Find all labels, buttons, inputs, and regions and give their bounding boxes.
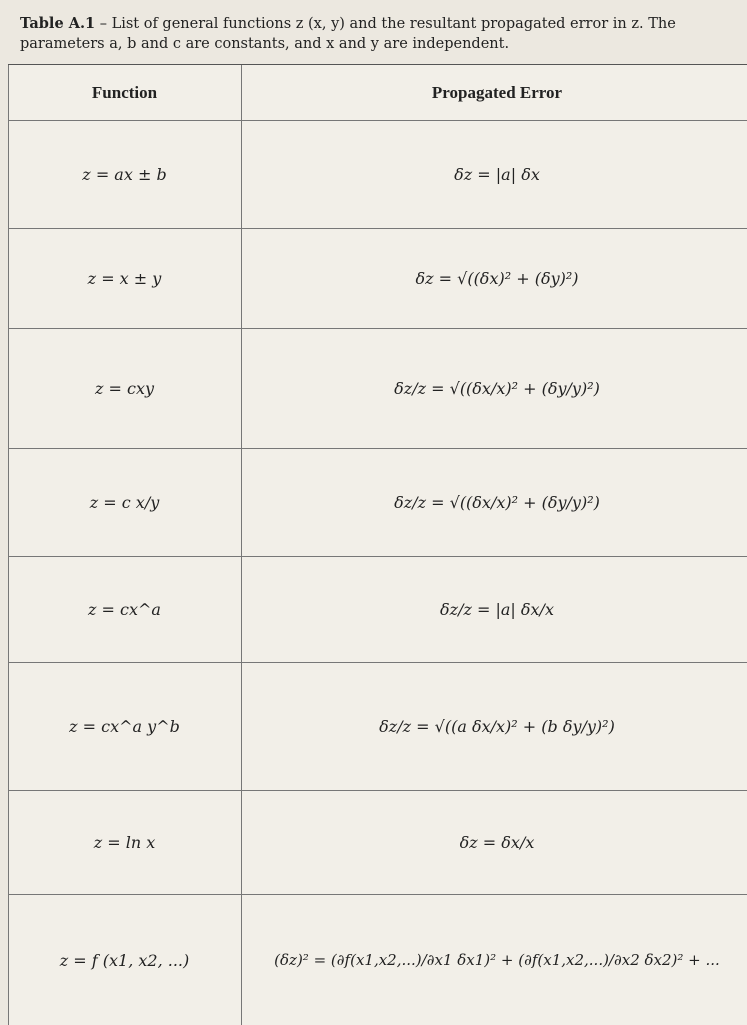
caption-text: – List of general functions z (x, y) and the resultant propagated error in z. The parameters a, b and c are constants, and x and y are independent. bbox=[20, 16, 676, 52]
function-cell: z = c x/y bbox=[89, 493, 160, 512]
table-row bbox=[8, 791, 747, 895]
error-cell: δz = |a| δx bbox=[454, 165, 540, 184]
function-cell: z = x ± y bbox=[87, 269, 162, 288]
table-header-row bbox=[8, 65, 747, 121]
header-function: Function bbox=[91, 82, 158, 102]
function-cell: z = ax ± b bbox=[82, 165, 167, 184]
error-cell: δz/z = |a| δx/x bbox=[440, 600, 554, 619]
table-row bbox=[8, 557, 747, 663]
error-cell: δz/z = √((δx/x)² + (δy/y)²) bbox=[394, 379, 600, 398]
table-row bbox=[8, 121, 747, 229]
error-propagation-table bbox=[8, 64, 747, 1025]
table-row bbox=[8, 329, 747, 449]
function-cell: z = f (x1, x2, ...) bbox=[59, 950, 190, 970]
function-cell: z = cx^a y^b bbox=[69, 717, 180, 736]
error-cell: δz = δx/x bbox=[459, 833, 535, 852]
header-propagated-error: Propagated Error bbox=[431, 82, 563, 102]
table-row bbox=[8, 895, 747, 1025]
error-cell: (δz)² = (∂f(x1,x2,...)/∂x1 δx1)² + (∂f(x1,x2,...)/∂x2 δx2)² + ... bbox=[274, 951, 720, 969]
function-cell: z = cxy bbox=[94, 379, 155, 398]
function-cell: z = ln x bbox=[93, 833, 156, 852]
error-cell: δz = √((δx)² + (δy)²) bbox=[415, 269, 579, 288]
table-caption bbox=[20, 14, 720, 54]
table-row bbox=[8, 229, 747, 329]
caption-label: Table A.1 bbox=[20, 15, 96, 32]
table-row bbox=[8, 663, 747, 791]
function-cell: z = cx^a bbox=[88, 600, 161, 619]
error-cell: δz/z = √((a δx/x)² + (b δy/y)²) bbox=[379, 717, 615, 736]
error-cell: δz/z = √((δx/x)² + (δy/y)²) bbox=[394, 493, 600, 512]
table-row bbox=[8, 449, 747, 557]
